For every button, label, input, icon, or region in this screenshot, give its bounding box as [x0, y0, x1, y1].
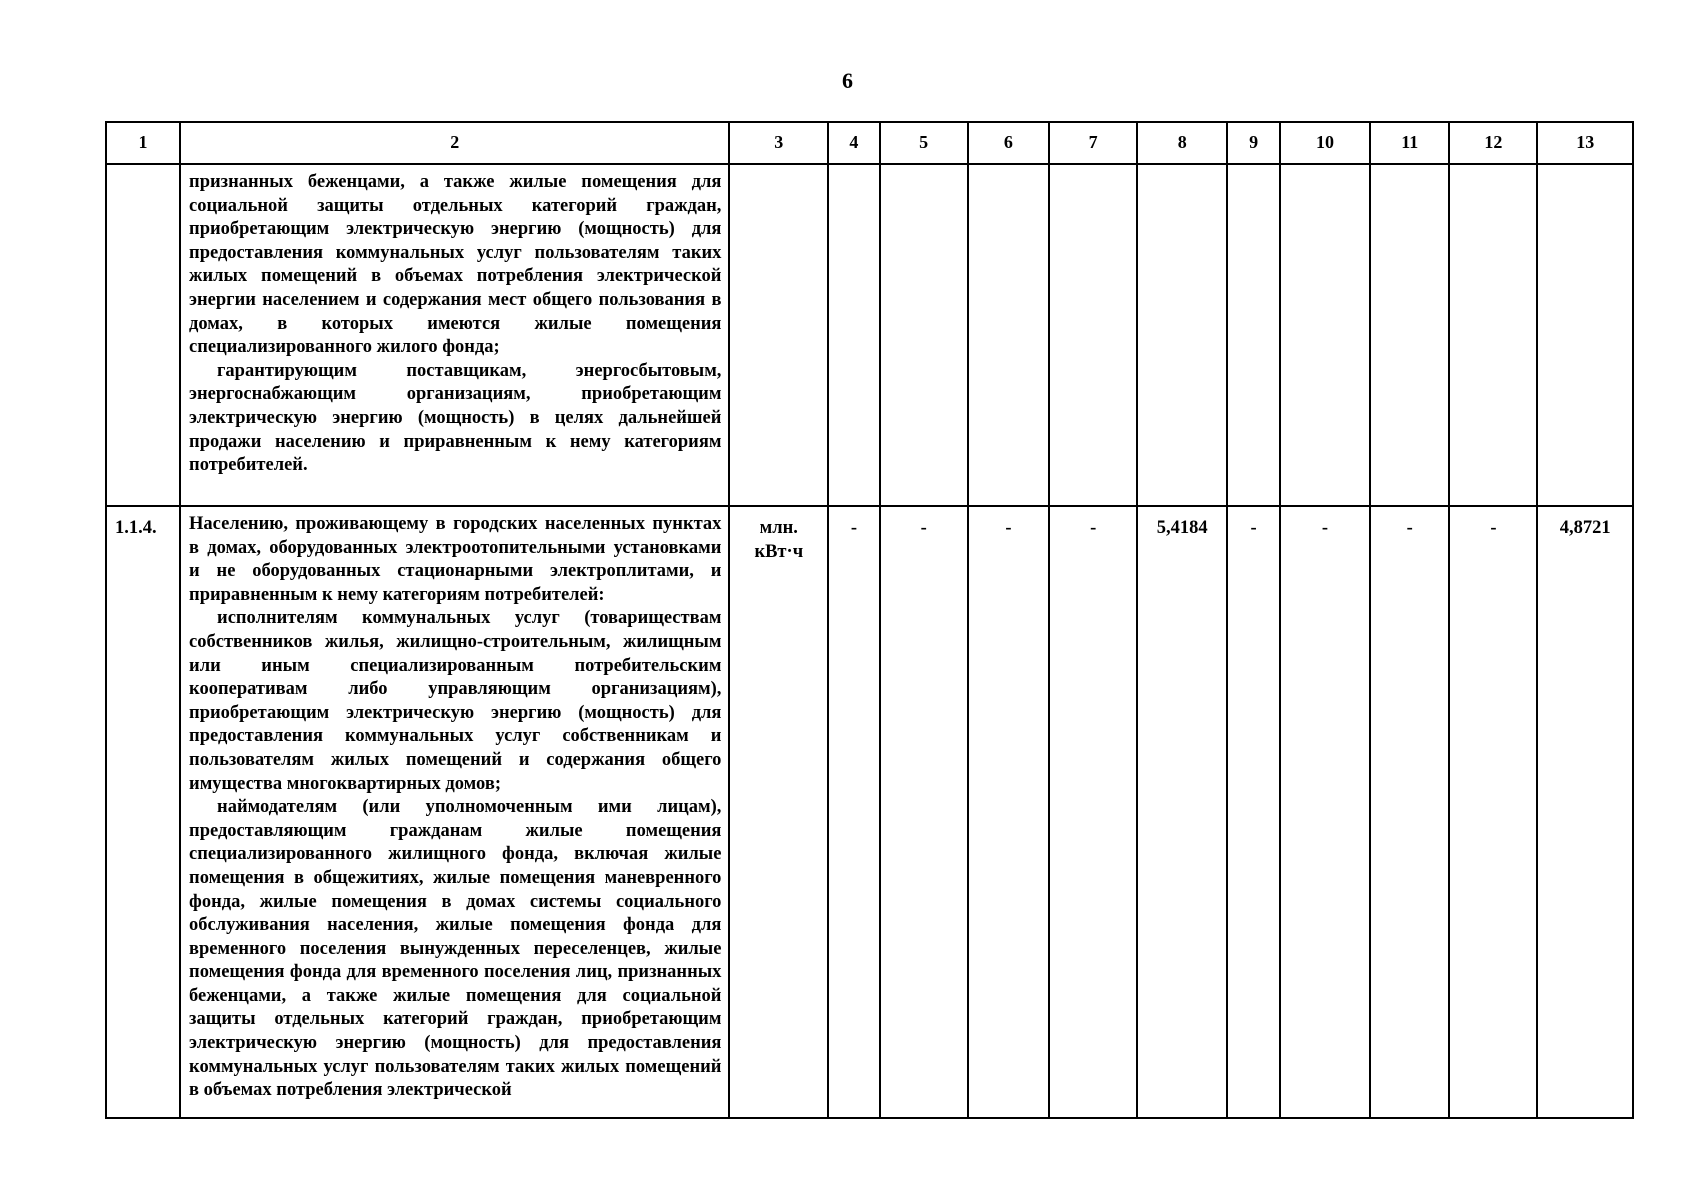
value-cell: -	[1049, 506, 1137, 1118]
header-cell: 6	[968, 122, 1050, 164]
unit-cell	[729, 164, 828, 506]
value-cell	[880, 164, 968, 506]
value-cell: -	[1280, 506, 1370, 1118]
value-cell	[1537, 164, 1633, 506]
row-number-cell: 1.1.4.	[106, 506, 180, 1118]
header-cell: 5	[880, 122, 968, 164]
value-cell: -	[1227, 506, 1280, 1118]
description-paragraph: исполнителям коммунальных услуг (товариществам собственников жилья, жилищно-строительным, жилищным или иным специализированным потребительским кооперативам либо управляющим организациям), приобретающим электрическую энергию (мощность) для предоставления коммунальных услуг собственникам и пользователям жилых помещений и содержания общего имущества многоквартирных домов;	[189, 608, 722, 794]
unit-line: млн.	[759, 518, 798, 538]
header-cell: 10	[1280, 122, 1370, 164]
row-number-cell	[106, 164, 180, 506]
value-cell	[1280, 164, 1370, 506]
unit-cell	[729, 506, 828, 1118]
value-cell: -	[828, 506, 880, 1118]
page-number: 6	[842, 68, 853, 93]
description-paragraph: Населению, проживающему в городских населенных пунктах в домах, оборудованных электроотопительными установками и не оборудованных стационарными электроплитами, и приравненным к нему категориям потребителей:	[189, 514, 722, 605]
value-cell: -	[1370, 506, 1449, 1118]
description-paragraph: наймодателям (или уполномоченным ими лицам), предоставляющим гражданам жилые помещения специализированного жилищного фонда, включая жилые помещения в общежитиях, жилые помещения маневренного фонда, жилые помещения в домах системы социального обслуживания населения, жилые помещения фонда для временного поселения вынужденных переселенцев, жилые помещения фонда для временного поселения лиц, признанных беженцами, а также жилые помещения для социальной защиты отдельных категорий граждан, приобретающим электрическую энергию (мощность) для предоставления коммунальных услуг пользователям таких жилых помещений в объемах потребления электрической	[189, 797, 722, 1101]
header-cell: 13	[1537, 122, 1633, 164]
description-cell	[180, 506, 729, 1118]
description-cell	[180, 164, 729, 506]
value-cell	[1370, 164, 1449, 506]
header-cell: 7	[1049, 122, 1137, 164]
table-row-1-1-4	[106, 506, 1633, 1118]
description-paragraph: гарантирующим поставщикам, энергосбытовым, энергоснабжающим организациям, приобретающим электрическую энергию (мощность) в целях дальнейшей продажи населению и приравненным к нему категориям потребителей.	[189, 360, 722, 476]
header-cell: 1	[106, 122, 180, 164]
value-cell: 4,8721	[1537, 506, 1633, 1118]
table-row-continuation	[106, 164, 1633, 506]
header-row	[106, 122, 1633, 164]
value-cell: -	[968, 506, 1050, 1118]
value-cell: 5,4184	[1137, 506, 1227, 1118]
value-cell: -	[880, 506, 968, 1118]
value-cell	[1449, 164, 1537, 506]
value-cell	[1137, 164, 1227, 506]
header-cell: 2	[180, 122, 729, 164]
value-cell	[1049, 164, 1137, 506]
header-cell: 3	[729, 122, 828, 164]
header-cell: 9	[1227, 122, 1280, 164]
tariff-table	[105, 121, 1634, 1119]
value-cell	[828, 164, 880, 506]
value-cell: -	[1449, 506, 1537, 1118]
header-cell: 8	[1137, 122, 1227, 164]
description-paragraph: признанных беженцами, а также жилые помещения для социальной защиты отдельных категорий граждан, приобретающим электрическую энергию (мощность) для предоставления коммунальных услуг пользователям таких жилых помещений в объемах потребления электрической энергии населением и содержания мест общего пользования в домах, в которых имеются жилые помещения специализированного жилого фонда;	[189, 172, 722, 358]
value-cell	[968, 164, 1050, 506]
unit-line: кВт·ч	[754, 541, 804, 562]
header-cell: 4	[828, 122, 880, 164]
header-cell: 11	[1370, 122, 1449, 164]
value-cell	[1227, 164, 1280, 506]
header-cell: 12	[1449, 122, 1537, 164]
